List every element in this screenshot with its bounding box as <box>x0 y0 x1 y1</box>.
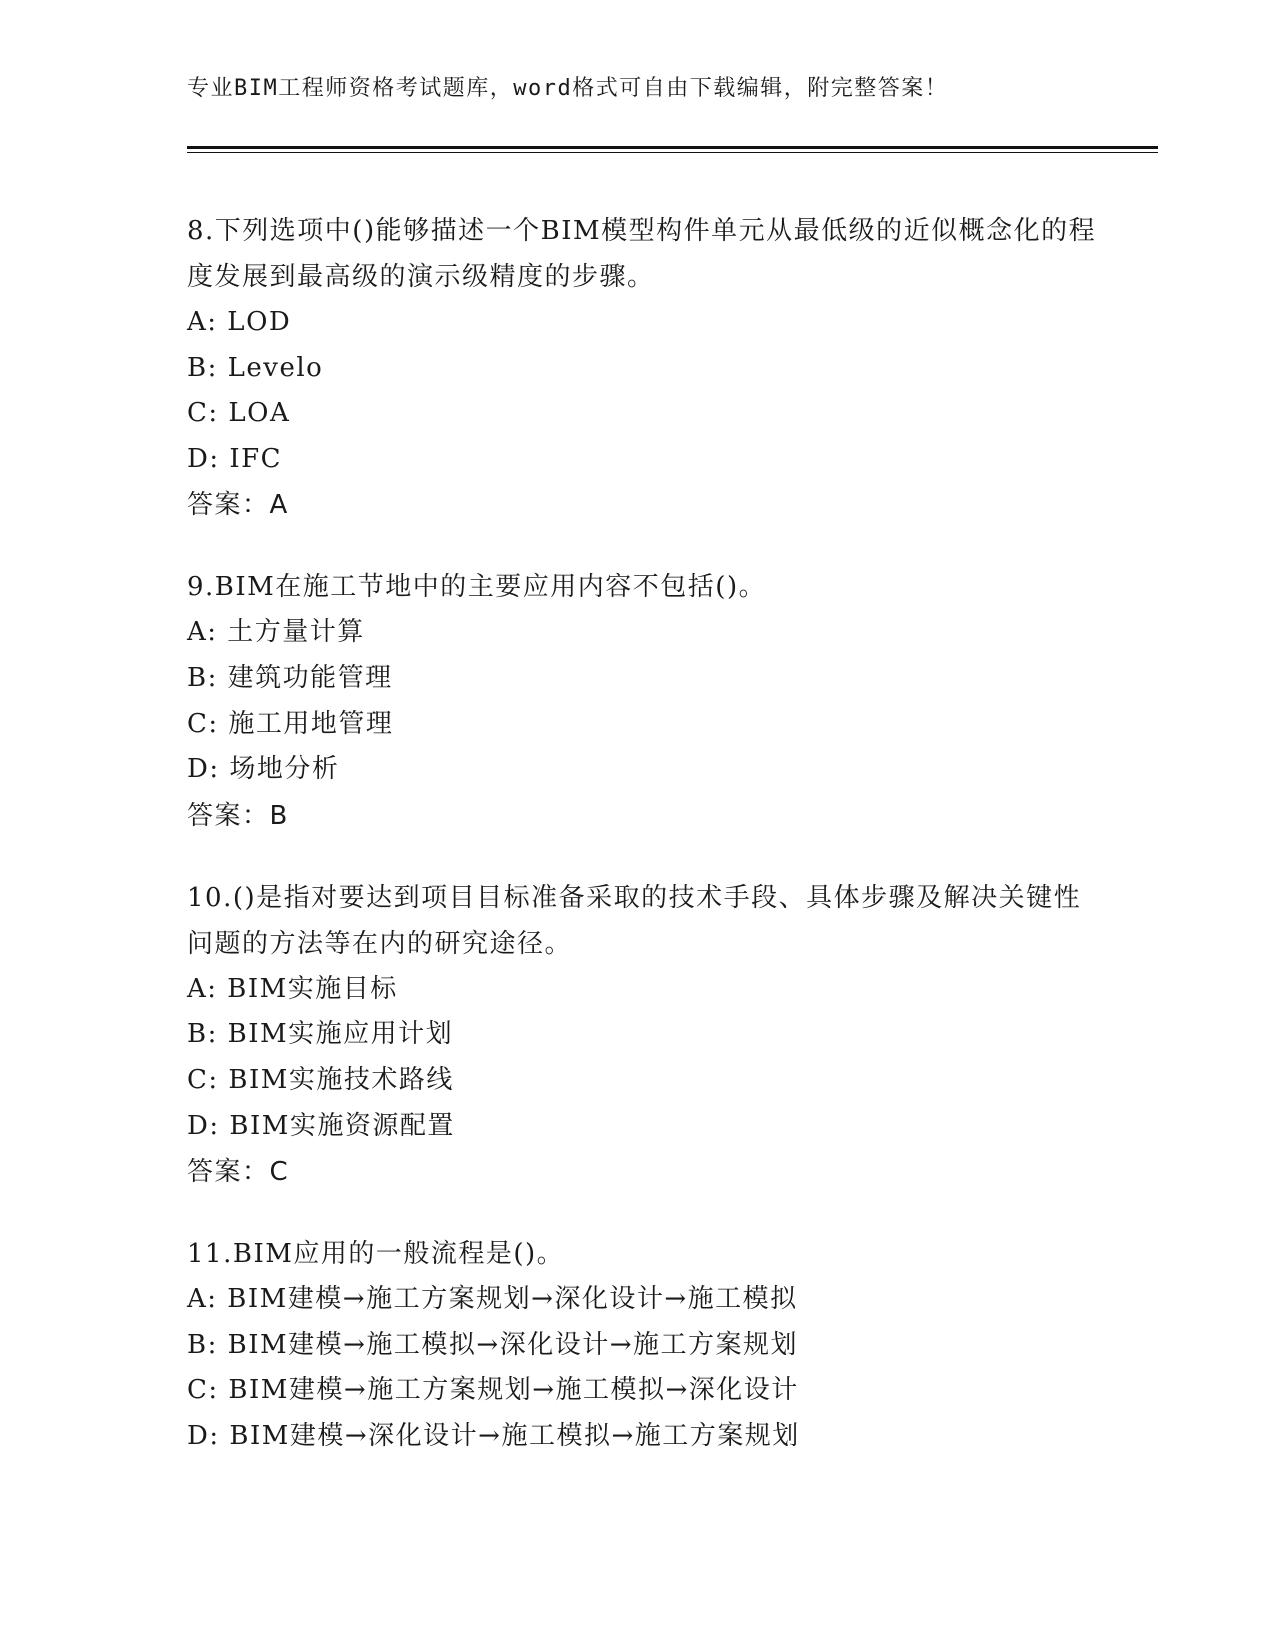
header-divider-thick <box>187 146 1158 149</box>
answer: 答案：B <box>187 800 289 831</box>
question-text: 9.BIM在施工节地中的主要应用内容不包括()。 <box>187 572 767 603</box>
option-c: C: BIM实施技术路线 <box>187 1064 454 1095</box>
option-c: C: BIM建模→施工方案规划→施工模拟→深化设计 <box>187 1375 799 1406</box>
question-text: 10.()是指对要达到项目目标准备采取的技术手段、具体步骤及解决关键性问题的方法等在内的研究途径。 <box>187 882 1082 959</box>
option-b: B: 建筑功能管理 <box>187 662 393 693</box>
header-divider-thin <box>187 152 1158 153</box>
question-10 <box>187 875 1107 1195</box>
question-8 <box>187 208 1107 528</box>
question-text: 11.BIM应用的一般流程是()。 <box>187 1239 565 1270</box>
option-d: D: 场地分析 <box>187 754 340 785</box>
option-a: A: BIM建模→施工方案规划→深化设计→施工模拟 <box>187 1284 798 1315</box>
option-a: A: BIM实施目标 <box>187 973 398 1004</box>
answer: 答案：A <box>187 490 289 521</box>
option-b: B: BIM建模→施工模拟→深化设计→施工方案规划 <box>187 1329 798 1360</box>
option-d: D: IFC <box>187 443 283 474</box>
option-b: B: Levelo <box>187 352 324 383</box>
page-header: 专业BIM工程师资格考试题库，word格式可自由下载编辑，附完整答案！ <box>187 76 949 101</box>
answer: 答案：C <box>187 1157 290 1188</box>
question-list <box>187 208 1107 1496</box>
question-text: 8.下列选项中()能够描述一个BIM模型构件单元从最低级的近似概念化的程度发展到最高级的演示级精度的步骤。 <box>187 216 1097 292</box>
option-c: C: 施工用地管理 <box>187 708 394 739</box>
question-11 <box>187 1231 1107 1459</box>
option-b: B: BIM实施应用计划 <box>187 1019 454 1050</box>
option-a: A: 土方量计算 <box>187 617 365 648</box>
option-d: D: BIM建模→深化设计→施工模拟→施工方案规划 <box>187 1420 800 1451</box>
option-d: D: BIM实施资源配置 <box>187 1110 455 1141</box>
option-a: A: LOD <box>187 307 292 337</box>
option-c: C: LOA <box>187 398 291 429</box>
question-9 <box>187 564 1107 838</box>
